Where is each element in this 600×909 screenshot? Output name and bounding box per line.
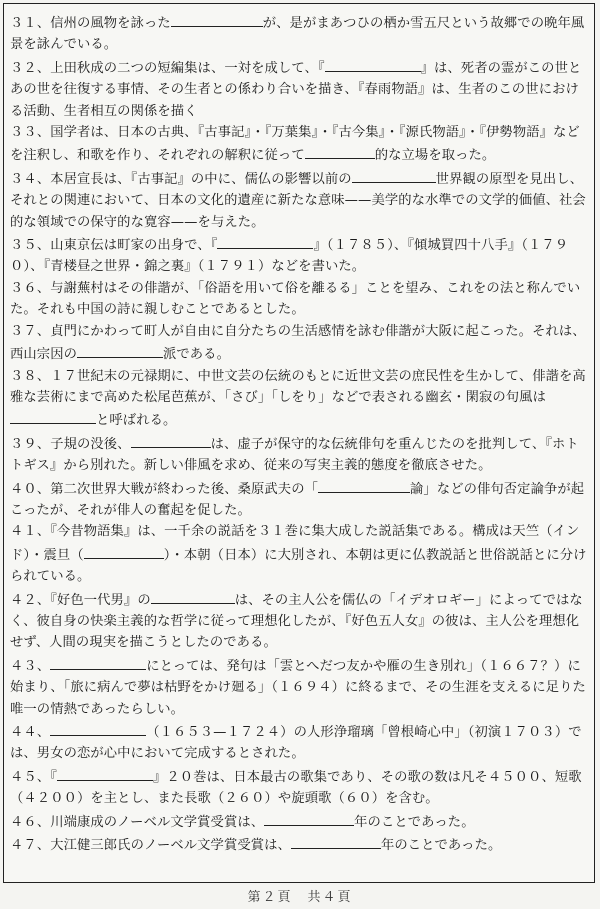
question-text: 』２０巻は、日本最古の歌集であり、その歌の数は凡そ４５００、短歌（４２００）を主とし、また長歌（２６０）や旋頭歌（６０）を含む。	[10, 769, 582, 807]
answer-blank	[57, 765, 153, 781]
question-text: （１６５３—１７２４）の人形浄瑠璃「曾根崎心中」（初演１７０３）では、男女の恋が心中において完成するとされた。	[10, 725, 582, 762]
question-36	[10, 278, 590, 321]
answer-blank	[171, 11, 263, 27]
answer-blank	[151, 588, 235, 604]
answer-blank	[305, 143, 375, 159]
question-40	[10, 477, 590, 522]
question-text: 世界観の原型を見出し、それとの関連において、日本の文化的遺産に新たな意味——美学的な水準での文学的価値、社会的な領域での保守的な寛容——を与えた。	[10, 171, 586, 230]
question-text: 論」などの俳句否定論争が起こったが、それが俳人の奮起を促した。	[10, 481, 585, 518]
question-34	[10, 167, 590, 233]
question-33	[10, 122, 590, 167]
question-47	[10, 833, 590, 856]
question-text: ４０、第二次世界大戦が終わった後、桑原武夫の「	[10, 481, 318, 497]
question-text: ３２、上田秋成の二つの短編集は、一対を成して、『	[10, 60, 325, 76]
question-35	[10, 233, 590, 278]
answer-blank	[325, 56, 421, 72]
question-sheet	[3, 3, 595, 883]
question-38	[10, 366, 590, 432]
question-text: ３８、１７世紀末の元禄期に、中世文芸の伝統のもとに近世文芸の庶民性を生かして、俳諧を高雅な芸術にまで高めた松尾芭蕉が、「さび」「しをり」などで表される幽玄・閑寂の句風は	[10, 368, 586, 405]
question-42	[10, 588, 590, 654]
question-text: ３６、与謝蕪村はその俳諧が、「俗語を用いて俗を離るる」ことを望み、これをの法と称んでいた。それも中国の詩に親しむことであるとした。	[10, 280, 581, 318]
question-text: ４６、川端康成のノーベル文学賞受賞は、	[10, 814, 265, 830]
answer-blank	[217, 233, 313, 249]
answer-blank	[352, 167, 436, 183]
question-text: ３１、信州の風物を詠った	[10, 16, 171, 31]
question-text: ３５、山東京伝は町家の出身で、『	[10, 238, 218, 254]
question-text: ３９、子規の没後、	[10, 436, 131, 452]
question-43	[10, 654, 590, 720]
question-32	[10, 56, 590, 122]
question-text: ３４、本居宣長は、『古事記』の中に、儒仏の影響以前の	[10, 171, 352, 187]
answer-blank	[10, 408, 96, 424]
question-text: は、その主人公を儒仏の「イデオロギー」によってではなく、彼自身の快楽主義的な哲学に従って理想化したが、『好色五人女』の彼は、主人公を理想化せず、人間の現実を描こうとしたのである。	[10, 592, 583, 651]
question-41	[10, 521, 590, 587]
question-text: 年のことであった。	[380, 838, 502, 854]
question-text: ４３、	[10, 658, 51, 674]
answer-blank	[318, 477, 410, 493]
question-text: 』は、死者の霊がこの世とあの世を往復する事情、その生者との係わり合いを描き、『春雨物語』は、生者のこの世における活動、生者相互の関係を描く	[10, 60, 582, 119]
answer-blank	[291, 833, 381, 849]
question-text: ３３、国学者は、日本の古典、『古事記』・『万葉集』・『古今集』・『源氏物語』・『伊勢物語』などを注釈し、和歌を作り、それぞれの解釈に従って	[10, 125, 580, 164]
question-text: ３７、貞門にかわって町人が自由に自分たちの生活感情を詠む俳諧が大阪に起こった。それは、西山宗因の	[10, 323, 586, 363]
question-text: ４１、『今昔物語集』は、一千余の説話を３１巻に集大成した説話集である。構成は天竺（インド）・震旦（	[10, 524, 580, 563]
question-text: ４５、『	[10, 769, 57, 785]
answer-blank	[77, 342, 163, 358]
question-text: 派である。	[162, 347, 230, 363]
answer-blank	[264, 810, 354, 826]
answer-blank	[50, 654, 146, 670]
question-text: 年のことであった。	[354, 814, 475, 830]
question-45	[10, 765, 590, 810]
question-31	[10, 11, 590, 56]
question-list	[10, 11, 590, 856]
question-text: 』（１７８５）、『傾城買四十八手』（１７９０）、『青楼昼之世界・錦之裏』（１７９１）などを書いた。	[10, 238, 569, 275]
answer-blank	[50, 720, 146, 736]
question-text: 的な立場を取った。	[374, 148, 496, 164]
answer-blank	[131, 432, 211, 448]
question-37	[10, 321, 590, 366]
question-text: にとっては、発句は「雲とへだつ友かや雁の生き別れ」（１６６７？）に始まり、「旅に病んで夢は枯野をかけ廻る」（１６９４）に終るまで、その生涯を支えるに足りた唯一の情熱であったらしい。	[10, 658, 586, 717]
question-44	[10, 720, 590, 765]
question-39	[10, 432, 590, 477]
question-text: が、是がまあつひの栖か雪五尺という故郷での晩年風景を詠んでいる。	[10, 16, 585, 53]
answer-blank	[84, 543, 164, 559]
question-text: ）・本朝（日本）に大別され、本朝は更に仏教説話と世俗説話とに分けられている。	[10, 547, 587, 585]
question-text: ４２、『好色一代男』の	[10, 592, 151, 608]
page-number: 第２頁 共４頁	[247, 890, 353, 905]
question-text: と呼ばれる。	[96, 413, 177, 429]
question-text: は、虚子が保守的な伝統俳句を重んじたのを批判して、『ホトトギス』から別れた。新しい俳風を求め、従来の写実主義的態度を徹底させた。	[10, 436, 579, 474]
question-text: ４７、大江健三郎氏のノーベル文学賞受賞は、	[10, 838, 291, 854]
question-text: ４４、	[10, 725, 51, 740]
question-46	[10, 810, 590, 833]
